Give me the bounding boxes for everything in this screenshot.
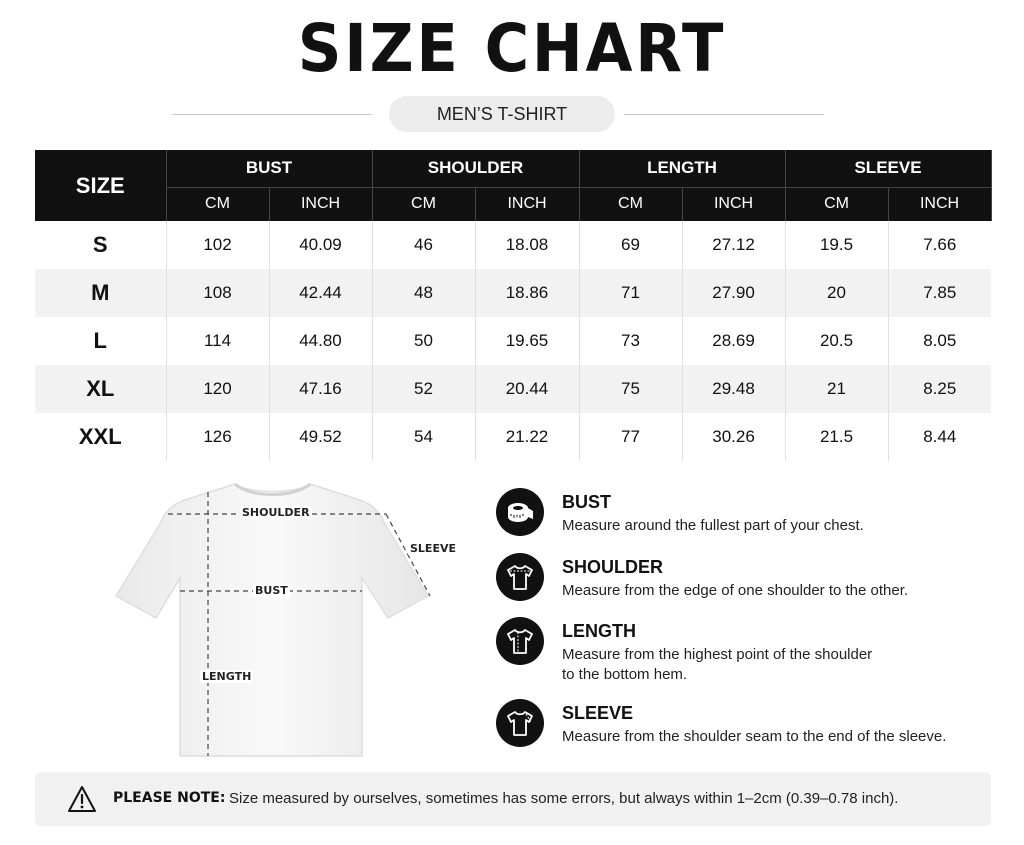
table-cell: 48 (372, 269, 475, 317)
unit-header: INCH (682, 187, 785, 221)
table-row (35, 365, 991, 413)
table-cell: 44.80 (269, 317, 372, 365)
shirt-length-icon (496, 617, 544, 665)
size-label: S (35, 221, 166, 269)
tshirt-illustration (110, 478, 440, 758)
warning-icon (67, 785, 97, 813)
table-cell: 108 (166, 269, 269, 317)
table-cell: 8.44 (923, 427, 957, 446)
size-label: M (35, 269, 166, 317)
unit-header: INCH (888, 187, 991, 221)
unit-header: CM (579, 187, 682, 221)
guide-title: SLEEVE (562, 703, 634, 723)
table-cell: 20.44 (475, 365, 579, 413)
shirt-sleeve-icon (496, 699, 544, 747)
note-label: PLEASE NOTE: (113, 790, 226, 806)
table-cell: 8.05 (923, 331, 957, 350)
table-cell: 102 (166, 221, 269, 269)
page-title: SIZE CHART (297, 10, 727, 87)
unit-header: INCH (475, 187, 579, 221)
table-cell: 30.26 (682, 413, 785, 461)
table-cell: 40.09 (269, 221, 372, 269)
table-cell: 20 (785, 269, 888, 317)
table-cell: 18.08 (475, 221, 579, 269)
table-cell: 18.86 (475, 269, 579, 317)
guide-description: Measure from the edge of one shoulder to the other. (562, 582, 909, 599)
table-cell: 27.90 (682, 269, 785, 317)
table-row (35, 317, 991, 365)
product-type-badge: MEN’S T-SHIRT (389, 96, 615, 132)
table-cell: 42.44 (269, 269, 372, 317)
table-cell: 69 (579, 221, 682, 269)
table-cell: 7.85 (888, 269, 991, 317)
unit-header: INCH (269, 187, 372, 221)
subtitle-row (0, 96, 1024, 134)
note-bar (35, 772, 991, 826)
table-cell: 54 (372, 413, 475, 461)
group-header-shoulder: SHOULDER (372, 150, 579, 187)
table-cell: 19.65 (475, 317, 579, 365)
tshirt-diagram (110, 478, 456, 758)
group-header-sleeve: SLEEVE (785, 150, 991, 187)
sleeve-measure-label: SLEEVE (410, 542, 456, 555)
table-cell: 46 (372, 221, 475, 269)
table-cell: 49.52 (269, 413, 372, 461)
table-cell: 8.25 (888, 365, 991, 413)
size-label: XXL (35, 413, 166, 461)
size-header: SIZE (35, 150, 166, 221)
size-label: XL (35, 365, 166, 413)
shirt-shoulder-icon (496, 553, 544, 601)
guide-title: SHOULDER (562, 557, 664, 577)
guide-description-line: Measure from the highest point of the shoulder (562, 646, 873, 663)
table-cell: 7.66 (923, 235, 957, 254)
table-cell: 28.69 (682, 317, 785, 365)
table-cell: 27.12 (682, 221, 785, 269)
size-label: L (35, 317, 166, 365)
table-row (35, 221, 991, 269)
guide-description (562, 645, 992, 685)
table-cell: 20.5 (785, 317, 888, 365)
table-cell: 77 (579, 413, 682, 461)
measuring-tape-icon (496, 488, 544, 536)
unit-header: CM (785, 187, 888, 221)
table-row (35, 413, 991, 461)
guide-description-line: to the bottom hem. (562, 666, 688, 683)
size-table (35, 150, 992, 461)
unit-header: CM (166, 187, 269, 221)
table-cell: 75 (579, 365, 682, 413)
table-cell: 71 (579, 269, 682, 317)
bust-measure-label: BUST (255, 584, 288, 597)
table-cell: 21.5 (785, 413, 888, 461)
table-cell: 52 (372, 365, 475, 413)
guide-title: BUST (562, 492, 611, 512)
table-cell: 120 (166, 365, 269, 413)
table-cell: 50 (372, 317, 475, 365)
table-cell: 73 (579, 317, 682, 365)
group-header-bust: BUST (166, 150, 372, 187)
table-cell: 47.16 (269, 365, 372, 413)
guide-description: Measure from the shoulder seam to the end of the sleeve. (562, 728, 947, 745)
guide-title: LENGTH (562, 621, 636, 641)
table-cell: 29.48 (682, 365, 785, 413)
table-cell: 21.22 (475, 413, 579, 461)
group-header-length: LENGTH (579, 150, 785, 187)
divider-left (172, 114, 372, 115)
divider-right (624, 114, 824, 115)
table-cell: 114 (166, 317, 269, 365)
note-text: Size measured by ourselves, sometimes has some errors, but always within 1–2cm (0.39–0.78 inch). (229, 790, 899, 807)
table-cell: 21 (785, 365, 888, 413)
table-cell: 19.5 (785, 221, 888, 269)
length-measure-label: LENGTH (202, 670, 252, 683)
table-row (35, 269, 991, 317)
unit-header: CM (372, 187, 475, 221)
table-cell: 126 (166, 413, 269, 461)
guide-description: Measure around the fullest part of your chest. (562, 517, 864, 534)
shoulder-measure-label: SHOULDER (242, 506, 310, 519)
